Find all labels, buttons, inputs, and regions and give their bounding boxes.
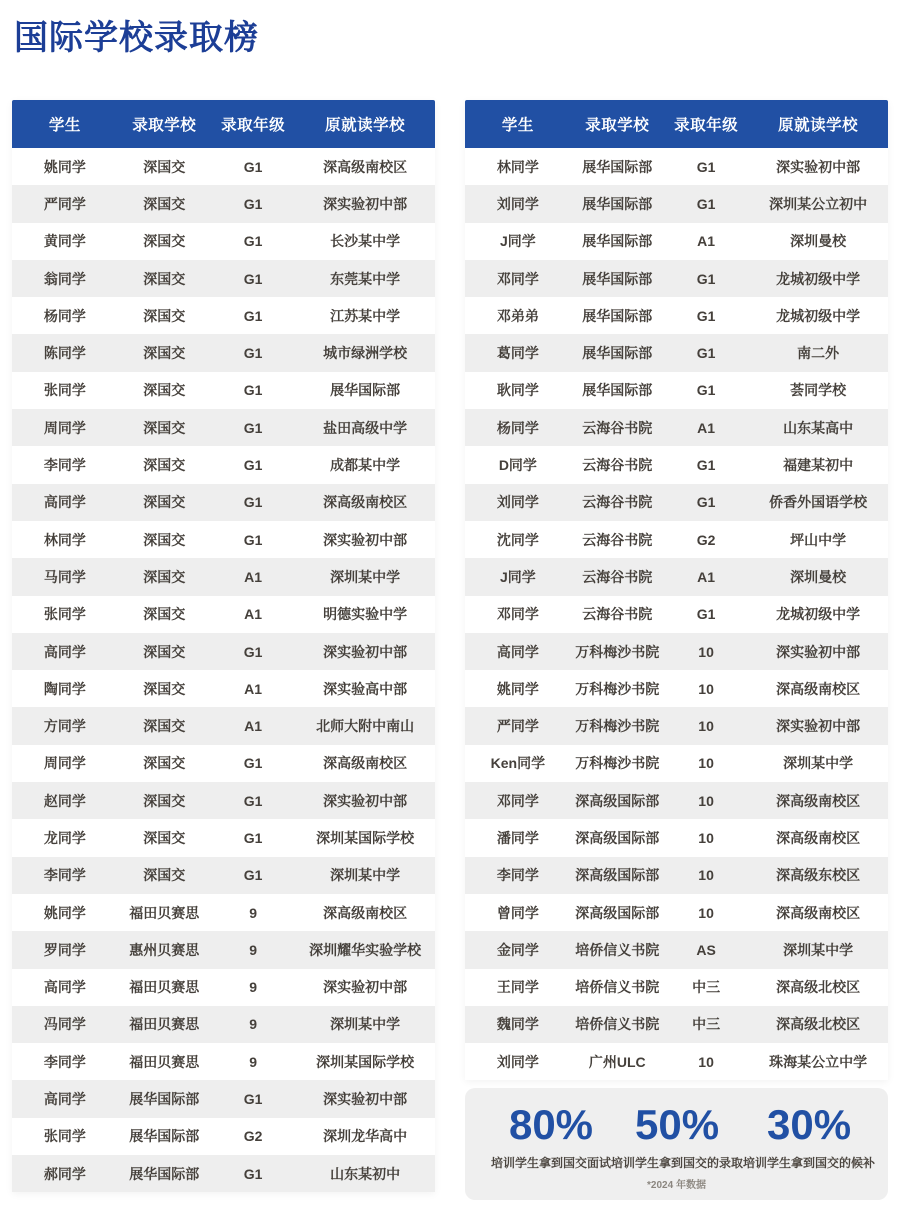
column-header-student: 学生 — [48, 117, 81, 134]
table-cell: 李同学 — [43, 457, 86, 474]
table-cell: 培侨信义书院 — [575, 979, 660, 996]
table-cell: 周同学 — [43, 755, 86, 772]
table-cell: 深圳龙华高中 — [323, 1128, 408, 1145]
table-cell: 深高级南校区 — [776, 792, 861, 809]
table-row — [465, 857, 888, 894]
tables-container — [12, 100, 888, 1200]
stat-label: 培训学生拿到国交的候补 — [743, 1156, 876, 1171]
table-row — [465, 372, 888, 409]
table-cell: 9 — [249, 1053, 257, 1070]
table-row — [12, 1006, 435, 1043]
table-cell: 深国交 — [143, 531, 186, 548]
table-cell: G1 — [696, 345, 716, 362]
table-cell: 赵同学 — [43, 792, 86, 809]
table-cell: 云海谷书院 — [582, 531, 653, 548]
table-cell: 高同学 — [43, 979, 86, 996]
table-cell: A1 — [697, 419, 716, 436]
table-row — [465, 409, 888, 446]
stat-admission-rate — [611, 1103, 743, 1171]
table-row — [12, 819, 435, 856]
table-cell: 深国交 — [143, 307, 186, 324]
table-row — [12, 633, 435, 670]
table-row — [12, 409, 435, 446]
table-cell: 龙城初级中学 — [776, 307, 861, 324]
table-cell: J同学 — [499, 233, 536, 250]
table-cell: 9 — [249, 904, 257, 921]
table-cell: 云海谷书院 — [582, 568, 653, 585]
table-row — [12, 969, 435, 1006]
table-row — [12, 297, 435, 334]
table-cell: 万科梅沙书院 — [575, 680, 660, 697]
table-cell: 王同学 — [496, 979, 539, 996]
table-cell: 林同学 — [43, 531, 86, 548]
table-cell: 福田贝赛思 — [129, 979, 200, 996]
table-cell: 高同学 — [496, 643, 539, 660]
table-cell: 深国交 — [143, 829, 186, 846]
table-cell: G1 — [696, 494, 716, 511]
table-cell: G1 — [243, 382, 263, 399]
table-cell: AS — [696, 941, 716, 958]
table-cell: 10 — [698, 718, 714, 735]
table-row — [12, 1043, 435, 1080]
table-cell: G1 — [243, 307, 263, 324]
table-cell: A1 — [244, 606, 263, 623]
table-cell: 江苏某中学 — [330, 307, 401, 324]
table-cell: 深实验初中部 — [776, 158, 861, 175]
table-row — [12, 596, 435, 633]
table-row — [12, 372, 435, 409]
table-cell: G1 — [243, 531, 263, 548]
table-cell: 北师大附中南山 — [316, 718, 415, 735]
right-column — [465, 100, 888, 1200]
table-cell: 9 — [249, 979, 257, 996]
table-cell: 深国交 — [143, 606, 186, 623]
column-header-admitted-school: 录取学校 — [132, 117, 197, 134]
table-row — [12, 670, 435, 707]
table-row — [12, 185, 435, 222]
table-cell: 李同学 — [43, 867, 86, 884]
column-header-admitted-school: 录取学校 — [585, 117, 650, 134]
table-cell: 深圳曼校 — [790, 233, 847, 250]
table-row — [465, 223, 888, 260]
table-cell: 邓同学 — [496, 606, 539, 623]
table-cell: 荟同学校 — [790, 382, 847, 399]
table-cell: 深高级国际部 — [575, 829, 660, 846]
table-cell: 福田贝赛思 — [129, 1016, 200, 1033]
table-cell: 山东某高中 — [783, 419, 854, 436]
table-cell: 高同学 — [43, 494, 86, 511]
table-cell: 广州ULC — [588, 1053, 646, 1070]
table-cell: 展华国际部 — [582, 270, 653, 287]
table-cell: 展华国际部 — [582, 195, 653, 212]
table-cell: 深国交 — [143, 345, 186, 362]
table-cell: 深高级南校区 — [776, 829, 861, 846]
table-cell: 展华国际部 — [129, 1091, 200, 1108]
table-cell: 深圳某中学 — [783, 941, 854, 958]
table-cell: 深圳某中学 — [330, 568, 401, 585]
table-cell: 深国交 — [143, 382, 186, 399]
table-row — [465, 297, 888, 334]
table-cell: 东莞某中学 — [330, 270, 401, 287]
table-cell: 展华国际部 — [129, 1128, 200, 1145]
table-cell: 侨香外国语学校 — [769, 494, 868, 511]
table-cell: 10 — [698, 867, 714, 884]
table-row — [465, 670, 888, 707]
table-cell: 马同学 — [43, 568, 86, 585]
table-cell: 深国交 — [143, 867, 186, 884]
table-cell: 展华国际部 — [582, 233, 653, 250]
table-cell: 展华国际部 — [330, 382, 401, 399]
column-header-original-school: 原就读学校 — [325, 117, 406, 134]
table-row — [465, 334, 888, 371]
table-cell: 福建某初中 — [783, 457, 854, 474]
table-cell: G1 — [696, 457, 716, 474]
table-cell: 张同学 — [43, 382, 86, 399]
table-cell: 深圳某中学 — [783, 755, 854, 772]
table-cell: G1 — [243, 233, 263, 250]
table-row — [465, 633, 888, 670]
table-cell: 深高级南校区 — [776, 904, 861, 921]
table-row — [12, 782, 435, 819]
table-cell: 深国交 — [143, 755, 186, 772]
table-cell: 潘同学 — [496, 829, 539, 846]
table-cell: 葛同学 — [496, 345, 539, 362]
table-row — [465, 819, 888, 856]
table-cell: 罗同学 — [43, 941, 86, 958]
table-cell: G1 — [243, 195, 263, 212]
table-cell: 福田贝赛思 — [129, 904, 200, 921]
table-cell: 方同学 — [43, 718, 86, 735]
table-cell: G1 — [243, 643, 263, 660]
table-cell: 深高级北校区 — [776, 1016, 861, 1033]
table-cell: 深实验初中部 — [776, 718, 861, 735]
table-row — [12, 745, 435, 782]
table-cell: 深高级北校区 — [776, 979, 861, 996]
table-cell: G1 — [243, 419, 263, 436]
table-cell: G1 — [696, 307, 716, 324]
table-cell: 深高级南校区 — [323, 494, 408, 511]
table-cell: G1 — [243, 158, 263, 175]
table-cell: 深国交 — [143, 195, 186, 212]
table-cell: 深高级东校区 — [776, 867, 861, 884]
stat-label: 培训学生拿到国交面试 — [491, 1156, 612, 1171]
table-cell: 惠州贝赛思 — [129, 941, 200, 958]
table-cell: G1 — [243, 494, 263, 511]
table-cell: 深高级南校区 — [323, 904, 408, 921]
table-cell: 陶同学 — [43, 680, 86, 697]
table-row — [12, 1155, 435, 1192]
table-cell: 刘同学 — [496, 494, 539, 511]
table-cell: 严同学 — [43, 195, 86, 212]
table-row — [465, 707, 888, 744]
table-row — [465, 1006, 888, 1043]
table-cell: 坪山中学 — [790, 531, 847, 548]
table-cell: G2 — [243, 1128, 263, 1145]
table-cell: G1 — [243, 867, 263, 884]
table-cell: 云海谷书院 — [582, 419, 653, 436]
table-row — [12, 1080, 435, 1117]
table-cell: A1 — [244, 680, 263, 697]
table-cell: 陈同学 — [43, 345, 86, 362]
table-cell: 深实验初中部 — [323, 195, 408, 212]
table-cell: 展华国际部 — [582, 382, 653, 399]
table-row — [465, 521, 888, 558]
table-cell: 展华国际部 — [582, 345, 653, 362]
table-cell: 深国交 — [143, 568, 186, 585]
table-cell: 黄同学 — [43, 233, 86, 250]
table-cell: 龙同学 — [43, 829, 86, 846]
table-body-right — [465, 148, 888, 1080]
table-row — [465, 260, 888, 297]
table-row — [12, 148, 435, 185]
table-cell: 深圳曼校 — [790, 568, 847, 585]
table-cell: 刘同学 — [496, 195, 539, 212]
table-row — [12, 484, 435, 521]
table-cell: G1 — [243, 829, 263, 846]
table-cell: A1 — [244, 568, 263, 585]
table-cell: 深圳某国际学校 — [316, 1053, 415, 1070]
table-row — [12, 558, 435, 595]
table-cell: 张同学 — [43, 1128, 86, 1145]
table-row — [465, 1043, 888, 1080]
table-cell: 展华国际部 — [582, 158, 653, 175]
table-cell: 10 — [698, 904, 714, 921]
table-cell: 盐田高级中学 — [323, 419, 408, 436]
table-cell: 深实验初中部 — [323, 792, 408, 809]
table-row — [465, 148, 888, 185]
table-cell: 金同学 — [496, 941, 539, 958]
table-cell: 张同学 — [43, 606, 86, 623]
table-cell: 魏同学 — [496, 1016, 539, 1033]
table-cell: 深圳某公立初中 — [769, 195, 868, 212]
left-column — [12, 100, 435, 1192]
table-cell: 李同学 — [496, 867, 539, 884]
stat-label: 培训学生拿到国交的录取 — [611, 1156, 744, 1171]
table-row — [465, 782, 888, 819]
stat-value: 30% — [767, 1101, 852, 1149]
table-cell: 深国交 — [143, 792, 186, 809]
table-cell: 中三 — [692, 1016, 721, 1033]
table-cell: G1 — [243, 457, 263, 474]
table-cell: 10 — [698, 1053, 714, 1070]
table-cell: 培侨信义书院 — [575, 941, 660, 958]
table-row — [12, 707, 435, 744]
table-cell: 深国交 — [143, 718, 186, 735]
table-cell: A1 — [697, 568, 716, 585]
table-cell: G1 — [243, 1165, 263, 1182]
table-cell: 龙城初级中学 — [776, 270, 861, 287]
table-cell: 成都某中学 — [330, 457, 401, 474]
table-cell: 万科梅沙书院 — [575, 643, 660, 660]
table-cell: 深高级国际部 — [575, 867, 660, 884]
table-cell: 冯同学 — [43, 1016, 86, 1033]
table-cell: 深高级南校区 — [323, 158, 408, 175]
table-cell: 耿同学 — [496, 382, 539, 399]
table-cell: 邓弟弟 — [496, 307, 539, 324]
table-row — [12, 894, 435, 931]
table-cell: 中三 — [692, 979, 721, 996]
table-cell: 长沙某中学 — [330, 233, 401, 250]
table-cell: G1 — [243, 792, 263, 809]
stat-value: 80% — [508, 1101, 594, 1149]
table-row — [12, 857, 435, 894]
table-row — [465, 969, 888, 1006]
table-cell: 10 — [698, 829, 714, 846]
table-cell: G1 — [243, 270, 263, 287]
table-cell: 深实验初中部 — [776, 643, 861, 660]
admission-table-right — [465, 100, 888, 1080]
column-header-original-school: 原就读学校 — [778, 117, 859, 134]
table-cell: 深圳某中学 — [330, 1016, 401, 1033]
table-cell: 姚同学 — [43, 904, 86, 921]
table-cell: D同学 — [498, 457, 537, 474]
table-cell: 10 — [698, 755, 714, 772]
table-cell: G2 — [696, 531, 716, 548]
table-row — [465, 596, 888, 633]
table-cell: 深圳某中学 — [330, 867, 401, 884]
table-cell: 9 — [249, 941, 257, 958]
table-cell: 深实验初中部 — [323, 1091, 408, 1108]
table-cell: 刘同学 — [496, 1053, 539, 1070]
stats-panel — [465, 1088, 888, 1200]
table-cell: G1 — [696, 606, 716, 623]
table-cell: 展华国际部 — [582, 307, 653, 324]
table-cell: 深高级南校区 — [776, 680, 861, 697]
table-cell: 云海谷书院 — [582, 494, 653, 511]
table-cell: A1 — [244, 718, 263, 735]
table-cell: Ken同学 — [490, 755, 546, 772]
table-row — [465, 446, 888, 483]
table-row — [465, 185, 888, 222]
table-cell: 明德实验中学 — [323, 606, 408, 623]
admission-table-left — [12, 100, 435, 1192]
table-cell: A1 — [697, 233, 716, 250]
table-cell: 万科梅沙书院 — [575, 755, 660, 772]
table-cell: G1 — [243, 1091, 263, 1108]
table-cell: 深国交 — [143, 233, 186, 250]
table-cell: 珠海某公立中学 — [769, 1053, 868, 1070]
table-cell: 深实验初中部 — [323, 979, 408, 996]
table-row — [465, 558, 888, 595]
table-cell: 邓同学 — [496, 792, 539, 809]
table-cell: 深高级国际部 — [575, 792, 660, 809]
stat-waitlist-rate — [743, 1103, 875, 1171]
table-cell: 深高级南校区 — [323, 755, 408, 772]
table-cell: 杨同学 — [496, 419, 539, 436]
table-row — [12, 446, 435, 483]
table-header-left — [12, 100, 435, 148]
table-cell: 林同学 — [496, 158, 539, 175]
table-cell: 姚同学 — [496, 680, 539, 697]
table-cell: 高同学 — [43, 643, 86, 660]
stat-value: 50% — [634, 1101, 720, 1149]
table-cell: J同学 — [499, 568, 536, 585]
table-row — [465, 931, 888, 968]
table-row — [465, 745, 888, 782]
table-cell: 深国交 — [143, 643, 186, 660]
table-cell: 姚同学 — [43, 158, 86, 175]
table-cell: 周同学 — [43, 419, 86, 436]
table-cell: 培侨信义书院 — [575, 1016, 660, 1033]
table-header-right — [465, 100, 888, 148]
table-row — [12, 1118, 435, 1155]
table-cell: 高同学 — [43, 1091, 86, 1108]
table-cell: 深国交 — [143, 494, 186, 511]
table-cell: 郝同学 — [43, 1165, 86, 1182]
table-cell: 沈同学 — [496, 531, 539, 548]
table-cell: 9 — [249, 1016, 257, 1033]
table-row — [465, 484, 888, 521]
table-cell: 福田贝赛思 — [129, 1053, 200, 1070]
table-cell: 深国交 — [143, 680, 186, 697]
column-header-student: 学生 — [501, 117, 534, 134]
table-cell: 山东某初中 — [330, 1165, 401, 1182]
table-cell: 曾同学 — [496, 904, 539, 921]
page-title: 国际学校录取榜 — [14, 19, 259, 57]
table-row — [12, 521, 435, 558]
stat-interview-rate — [491, 1103, 611, 1171]
table-cell: 深国交 — [143, 457, 186, 474]
table-cell: 云海谷书院 — [582, 606, 653, 623]
table-cell: 10 — [698, 643, 714, 660]
table-cell: 深实验高中部 — [323, 680, 408, 697]
table-cell: 深国交 — [143, 419, 186, 436]
table-row — [465, 894, 888, 931]
table-cell: 深国交 — [143, 158, 186, 175]
table-cell: 城市绿洲学校 — [323, 345, 408, 362]
table-cell: 龙城初级中学 — [776, 606, 861, 623]
column-header-admitted-grade: 录取年级 — [221, 117, 286, 134]
table-cell: 万科梅沙书院 — [575, 718, 660, 735]
table-cell: G1 — [243, 345, 263, 362]
table-cell: 李同学 — [43, 1053, 86, 1070]
table-cell: 展华国际部 — [129, 1165, 200, 1182]
table-body-left — [12, 148, 435, 1192]
table-cell: 深实验初中部 — [323, 531, 408, 548]
table-cell: 南二外 — [797, 345, 840, 362]
table-cell: 杨同学 — [43, 307, 86, 324]
table-cell: G1 — [696, 158, 716, 175]
table-cell: G1 — [243, 755, 263, 772]
table-row — [12, 223, 435, 260]
table-cell: 10 — [698, 680, 714, 697]
table-row — [12, 931, 435, 968]
table-row — [12, 334, 435, 371]
table-cell: 严同学 — [496, 718, 539, 735]
table-cell: 深圳某国际学校 — [316, 829, 415, 846]
table-cell: G1 — [696, 195, 716, 212]
table-row — [12, 260, 435, 297]
table-cell: 深高级国际部 — [575, 904, 660, 921]
table-cell: 深圳耀华实验学校 — [309, 941, 422, 958]
table-cell: 深实验初中部 — [323, 643, 408, 660]
table-cell: G1 — [696, 382, 716, 399]
table-cell: G1 — [696, 270, 716, 287]
stats-footnote: *2024 年数据 — [647, 1180, 706, 1192]
table-cell: 10 — [698, 792, 714, 809]
table-cell: 翁同学 — [43, 270, 86, 287]
table-cell: 云海谷书院 — [582, 457, 653, 474]
table-cell: 深国交 — [143, 270, 186, 287]
column-header-admitted-grade: 录取年级 — [674, 117, 739, 134]
table-cell: 邓同学 — [496, 270, 539, 287]
